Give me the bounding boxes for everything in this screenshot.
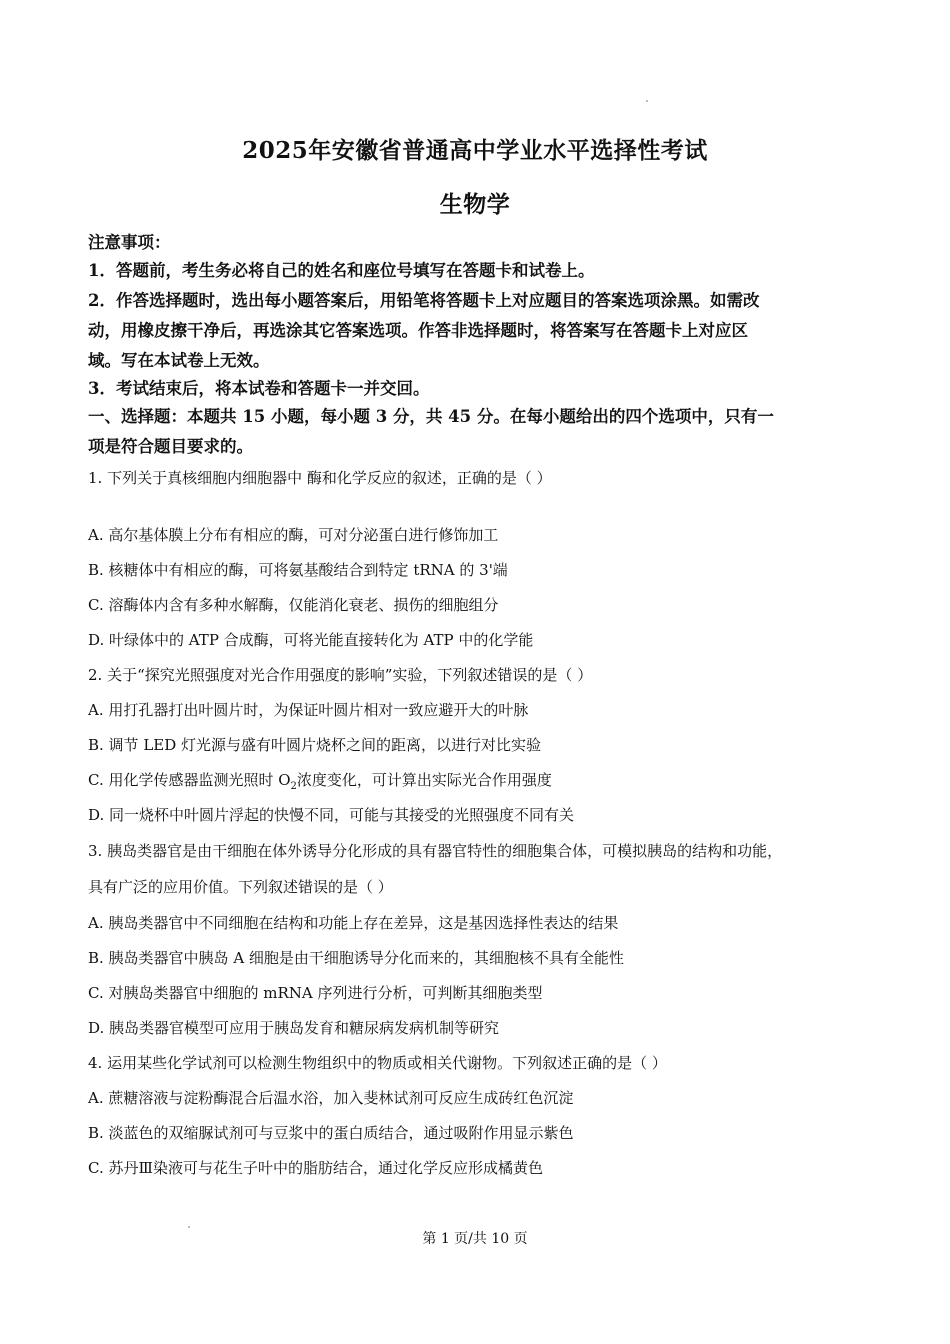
subject-title: 生物学 [439,191,511,218]
section-instructions: 一、选择题：本题共 15 小题，每小题 3 分，共 45 分。在每小题给出的四个选项中，只有一 [88,407,774,426]
question-3-stem: 3. 胰岛类器官是由干细胞在体外诱导分化形成的具有器官特性的细胞集合体，可模拟胰岛的结构和功能， [88,842,783,860]
question-1-option-c: C. 溶酶体内含有多种水解酶，仅能消化衰老、损伤的细胞组分 [88,596,499,614]
question-2-stem: 2. 关于“探究光照强度对光合作用强度的影响”实验，下列叙述错误的是（ ） [88,666,593,684]
note-item: 域。写在本试卷上无效。 [88,351,270,370]
question-4-option-a: A. 蔗糖溶液与淀粉酶混合后温水浴，加入斐林试剂可反应生成砖红色沉淀 [88,1089,574,1107]
note-item: 1．答题前，考生务必将自己的姓名和座位号填写在答题卡和试卷上。 [88,261,595,280]
question-2-option-c [88,770,868,797]
question-2-option-d: D. 同一烧杯中叶圆片浮起的快慢不同，可能与其接受的光照强度不同有关 [88,806,575,824]
question-1-option-a: A. 高尔基体膜上分布有相应的酶，可对分泌蛋白进行修饰加工 [88,526,499,544]
option-text: C. 用化学传感器监测光照时 O [88,771,291,789]
question-1-stem: 1. 下列关于真核细胞内细胞器中 酶和化学反应的叙述，正确的是（ ） [88,469,552,487]
question-3-stem: 具有广泛的应用价值。下列叙述错误的是（ ） [88,878,393,896]
section-instructions: 项是符合题目要求的。 [88,437,253,456]
question-3-option-a: A. 胰岛类器官中不同细胞在结构和功能上存在差异，这是基因选择性表达的结果 [88,914,619,932]
question-2-option-b: B. 调节 LED 灯光源与盛有叶圆片烧杯之间的距离，以进行对比实验 [88,736,542,754]
subscript: 2 [290,781,297,792]
question-2-option-a: A. 用打孔器打出叶圆片时，为保证叶圆片相对一致应避开大的叶脉 [88,701,529,719]
question-3-option-d: D. 胰岛类器官模型可应用于胰岛发育和糖尿病发病机制等研究 [88,1019,500,1037]
question-4-stem: 4. 运用某些化学试剂可以检测生物组织中的物质或相关代谢物。下列叙述正确的是（ ） [88,1054,667,1072]
note-item: 2．作答选择题时，选出每小题答案后，用铅笔将答题卡上对应题目的答案选项涂黑。如需改 [88,291,760,310]
question-1-option-d: D. 叶绿体中的 ATP 合成酶，可将光能直接转化为 ATP 中的化学能 [88,631,534,649]
question-1-option-b: B. 核糖体中有相应的酶，可将氨基酸结合到特定 tRNA 的 3'端 [88,561,508,579]
exam-title: 2025年安徽省普通高中学业水平选择性考试 [242,137,708,164]
scan-speck [646,100,648,102]
option-text: 浓度变化，可计算出实际光合作用强度 [296,771,552,789]
question-3-option-c: C. 对胰岛类器官中细胞的 mRNA 序列进行分析，可判断其细胞类型 [88,984,543,1002]
question-4-option-b: B. 淡蓝色的双缩脲试剂可与豆浆中的蛋白质结合，通过吸附作用显示紫色 [88,1124,574,1142]
notes-heading: 注意事项： [88,233,171,252]
note-item: 动，用橡皮擦干净后，再选涂其它答案选项。作答非选择题时，将答案写在答题卡上对应区 [88,321,748,340]
question-4-option-c: C. 苏丹Ⅲ染液可与花生子叶中的脂肪结合，通过化学反应形成橘黄色 [88,1159,543,1177]
question-3-option-b: B. 胰岛类器官中胰岛 A 细胞是由干细胞诱导分化而来的，其细胞核不具有全能性 [88,949,624,967]
page-number: 第 1 页/共 10 页 [422,1231,528,1247]
note-item: 3．考试结束后，将本试卷和答题卡一并交回。 [88,379,430,398]
